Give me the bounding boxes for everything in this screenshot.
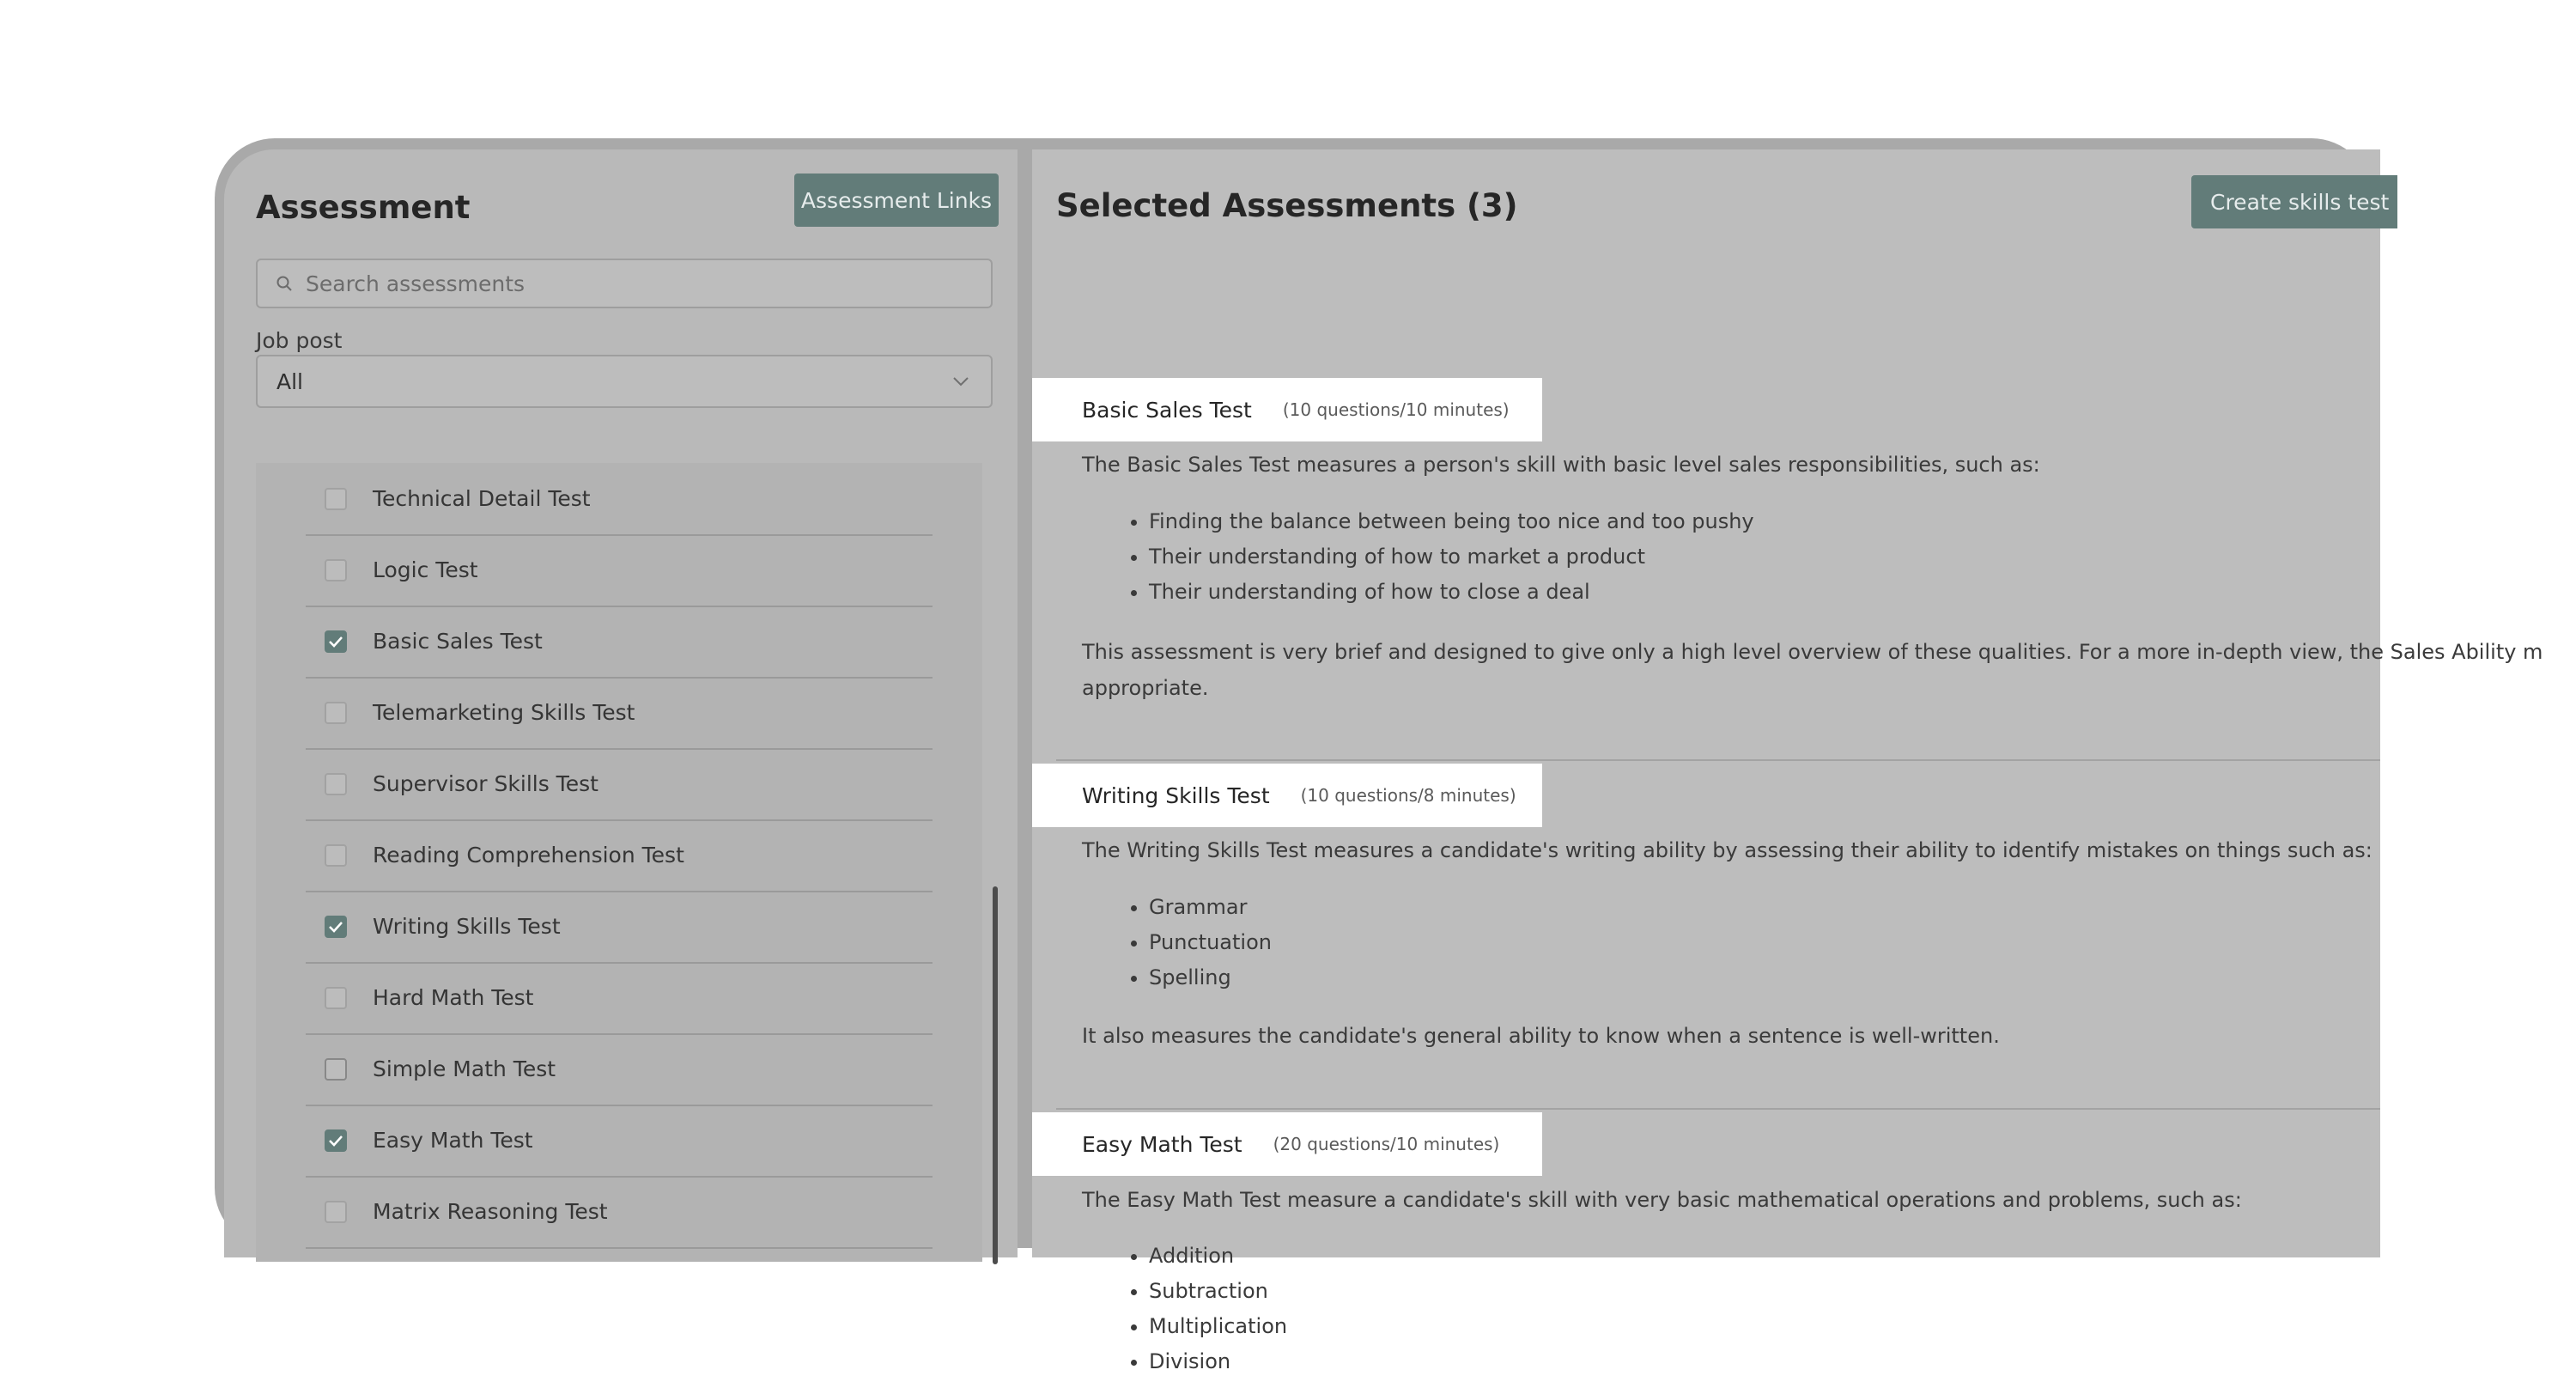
- selected-assessments-panel: [1032, 149, 2543, 1373]
- section-title: Easy Math Test: [1082, 1131, 1242, 1157]
- section-intro: The Easy Math Test measure a candidate's skill with very basic mathematical operations and problems, such as:: [1082, 1188, 2242, 1212]
- bullet-item: • Spelling: [1149, 960, 1272, 995]
- section-divider: [1056, 1108, 2380, 1110]
- checkbox[interactable]: [325, 488, 347, 510]
- assessment-list: [256, 463, 982, 1262]
- list-item-label: Supervisor Skills Test: [373, 771, 598, 796]
- section-outro: This assessment is very brief and designed to give only a high level overview of these qualities. For a more in-depth view, the Sales Ability m: [1082, 640, 2543, 664]
- section-outro: It also measures the candidate's general ability to know when a sentence is well-written.: [1082, 1024, 2000, 1048]
- list-item-label: Writing Skills Test: [373, 914, 561, 939]
- list-item[interactable]: [306, 606, 933, 679]
- section-meta: (20 questions/10 minutes): [1273, 1134, 1500, 1154]
- checkbox[interactable]: [325, 559, 347, 581]
- job-post-label: Job post: [256, 328, 343, 353]
- section-intro: The Basic Sales Test measures a person's skill with basic level sales responsibilities, such as:: [1082, 453, 2040, 477]
- bullet-item: • Addition: [1149, 1239, 1287, 1274]
- list-item-label: Basic Sales Test: [373, 629, 543, 654]
- list-item-label: Technical Detail Test: [373, 486, 591, 511]
- section-header-easy-math[interactable]: [1032, 1112, 1542, 1176]
- list-item[interactable]: [306, 677, 933, 750]
- list-item[interactable]: [306, 748, 933, 821]
- checkbox-checked[interactable]: [325, 916, 347, 938]
- search-input[interactable]: [304, 271, 977, 297]
- list-item-label: Matrix Reasoning Test: [373, 1199, 608, 1224]
- chevron-down-icon: [951, 375, 970, 387]
- checkmark-icon: [328, 921, 343, 933]
- job-post-value: All: [276, 368, 303, 394]
- list-item-label: Simple Math Test: [373, 1056, 556, 1081]
- list-item[interactable]: [306, 1176, 933, 1249]
- checkbox[interactable]: [325, 1201, 347, 1223]
- bullet-item: • Their understanding of how to close a deal: [1149, 575, 1754, 610]
- list-item-label: Telemarketing Skills Test: [373, 700, 635, 725]
- bullet-item: • Finding the balance between being too nice and too pushy: [1149, 504, 1754, 539]
- section-outro: appropriate.: [1082, 676, 1209, 700]
- list-item-label: Hard Math Test: [373, 985, 534, 1010]
- section-bullets: [1109, 1239, 1287, 1379]
- list-item[interactable]: [306, 534, 933, 607]
- section-header-basic-sales[interactable]: [1032, 378, 1542, 441]
- search-box[interactable]: [256, 259, 993, 308]
- checkbox-checked[interactable]: [325, 630, 347, 653]
- checkbox[interactable]: [325, 987, 347, 1009]
- app-window: [215, 138, 2543, 1373]
- create-skills-test-button[interactable]: Create skills test: [2191, 175, 2397, 228]
- section-bullets: [1109, 504, 1754, 610]
- checkbox[interactable]: [325, 1058, 347, 1081]
- section-intro: The Writing Skills Test measures a candidate's writing ability by assessing their ability to identify mistakes on things such as:: [1082, 838, 2372, 862]
- checkmark-icon: [328, 636, 343, 648]
- page-title: Assessment: [256, 189, 471, 226]
- bullet-item: • Division: [1149, 1344, 1287, 1379]
- bullet-item: • Punctuation: [1149, 925, 1272, 960]
- checkmark-icon: [328, 1135, 343, 1147]
- list-item[interactable]: [306, 891, 933, 964]
- job-post-select[interactable]: [256, 355, 993, 408]
- list-item[interactable]: [306, 1033, 933, 1106]
- assessment-panel: [224, 149, 1018, 1257]
- section-title: Writing Skills Test: [1082, 782, 1270, 808]
- section-bullets: [1109, 890, 1272, 995]
- list-item-label: Logic Test: [373, 557, 478, 582]
- checkbox[interactable]: [325, 844, 347, 867]
- checkbox[interactable]: [325, 702, 347, 724]
- section-meta: (10 questions/10 minutes): [1282, 399, 1510, 420]
- bullet-item: • Grammar: [1149, 890, 1272, 925]
- bullet-item: • Multiplication: [1149, 1309, 1287, 1344]
- section-divider: [1056, 759, 2380, 761]
- section-header-writing-skills[interactable]: [1032, 764, 1542, 827]
- section-title: Basic Sales Test: [1082, 397, 1252, 423]
- list-scrollbar[interactable]: [993, 886, 998, 1264]
- list-item-label: Easy Math Test: [373, 1128, 533, 1153]
- section-meta: (10 questions/8 minutes): [1300, 785, 1516, 806]
- list-item[interactable]: [306, 463, 933, 536]
- bullet-item: • Their understanding of how to market a product: [1149, 539, 1754, 575]
- list-item[interactable]: [306, 962, 933, 1035]
- list-item[interactable]: [306, 1105, 933, 1178]
- checkbox[interactable]: [325, 773, 347, 795]
- search-icon: [276, 276, 292, 291]
- list-item[interactable]: [306, 819, 933, 892]
- bullet-item: • Subtraction: [1149, 1274, 1287, 1309]
- assessment-links-button[interactable]: Assessment Links: [794, 174, 999, 227]
- selected-assessments-title: Selected Assessments (3): [1056, 187, 1518, 224]
- list-item-label: Reading Comprehension Test: [373, 843, 684, 868]
- checkbox-checked[interactable]: [325, 1129, 347, 1152]
